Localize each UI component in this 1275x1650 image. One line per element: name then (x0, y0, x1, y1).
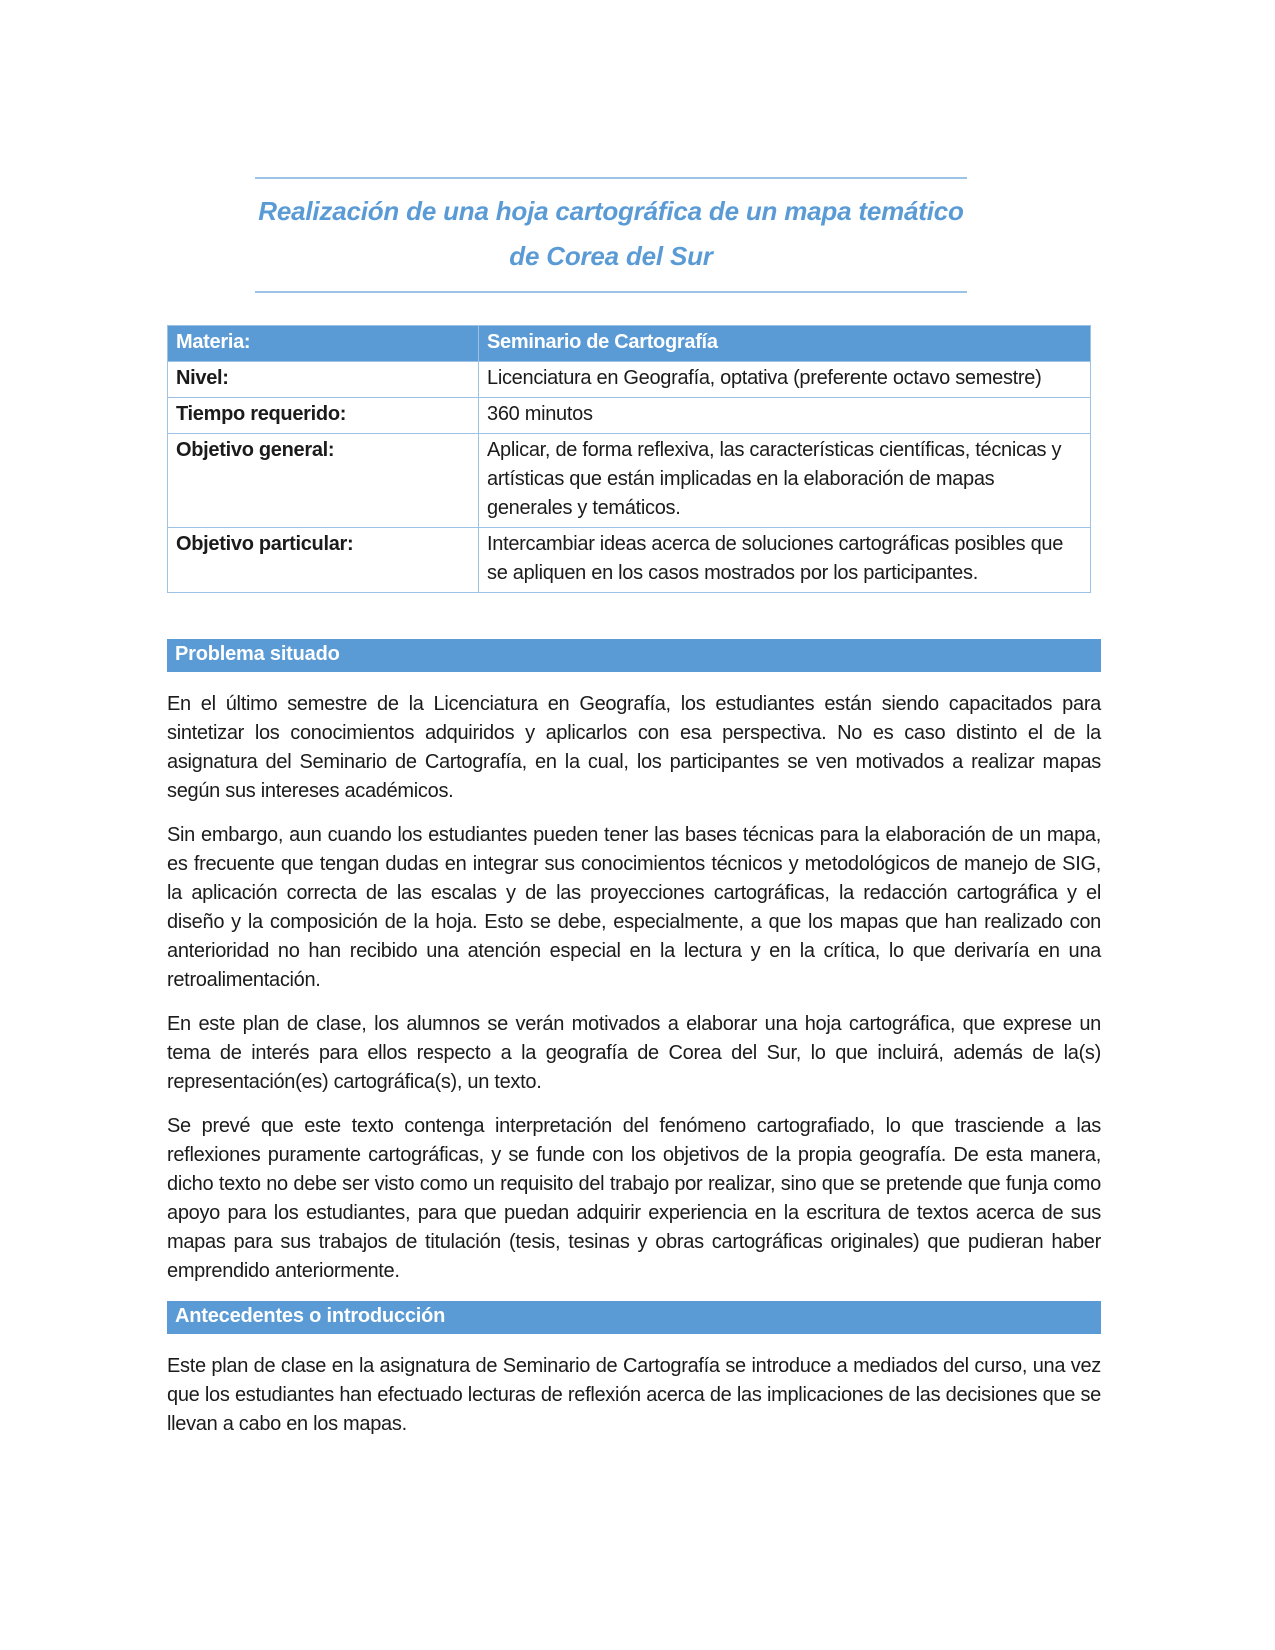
section-heading-problema-situado: Problema situado (167, 639, 1101, 672)
materia-value: Seminario de Cartografía (479, 326, 1091, 362)
course-info-table (167, 325, 1091, 593)
table-row-objetivo-general (168, 434, 1091, 528)
paragraph-antecedentes-1: Este plan de clase en la asignatura de Seminario de Cartografía se introduce a mediados del curso, una vez que los estudiantes han efectuado lecturas de reflexión acerca de las implicaciones de las decisiones que se llevan a cabo en los mapas. (167, 1355, 1101, 1435)
tiempo-requerido-label: Tiempo requerido: (168, 398, 479, 434)
table-row-tiempo-requerido (168, 398, 1091, 434)
objetivo-general-value: Aplicar, de forma reflexiva, las características científicas, técnicas y artísticas que están implicadas en la elaboración de mapas generales y temáticos. (479, 434, 1091, 528)
table-row-materia (168, 326, 1091, 362)
materia-label: Materia: (168, 326, 479, 362)
title-block (255, 177, 967, 293)
paragraph-problema-1: En el último semestre de la Licenciatura en Geografía, los estudiantes están siendo capacitados para sintetizar los conocimientos adquiridos y aplicarlos con esa perspectiva. No es caso distinto el de la asignatura del Seminario de Cartografía, en la cual, los participantes se ven motivados a realizar mapas según sus intereses académicos. (167, 693, 1101, 802)
objetivo-general-label: Objetivo general: (168, 434, 479, 528)
nivel-label: Nivel: (168, 362, 479, 398)
nivel-value: Licenciatura en Geografía, optativa (preferente octavo semestre) (479, 362, 1091, 398)
objetivo-particular-value: Intercambiar ideas acerca de soluciones cartográficas posibles que se apliquen en los casos mostrados por los participantes. (479, 528, 1091, 593)
title-line-1: Realización de una hoja cartográfica de un mapa temático (258, 196, 964, 226)
paragraph-problema-2: Sin embargo, aun cuando los estudiantes pueden tener las bases técnicas para la elaboración de un mapa, es frecuente que tengan dudas en integrar sus conocimientos técnicos y metodológicos de manejo de SIG, la aplicación correcta de las escalas y de las proyecciones cartográficas, la redacción cartográfica y el diseño y la composición de la hoja. Esto se debe, especialmente, a que los mapas que han realizado con anterioridad no han recibido una atención especial en la lectura y en la crítica, lo que derivaría en una retroalimentación. (167, 824, 1101, 991)
title-line-2: de Corea del Sur (509, 241, 713, 271)
paragraph-problema-4: Se prevé que este texto contenga interpretación del fenómeno cartografiado, lo que trasciende a las reflexiones puramente cartográficas, y se funde con los objetivos de la propia geografía. De esta manera, dicho texto no debe ser visto como un requisito del trabajo por realizar, sino que se pretende que funja como apoyo para los estudiantes, para que puedan adquirir experiencia en la escritura de textos acerca de sus mapas para sus trabajos de titulación (tesis, tesinas y obras cartográficas originales) que pudieran haber emprendido anteriormente. (167, 1115, 1101, 1282)
table-row-objetivo-particular (168, 528, 1091, 593)
tiempo-requerido-value: 360 minutos (479, 398, 1091, 434)
section-heading-antecedentes: Antecedentes o introducción (167, 1301, 1101, 1334)
document-title (255, 189, 967, 279)
page-content (167, 0, 1101, 1454)
paragraph-problema-3: En este plan de clase, los alumnos se verán motivados a elaborar una hoja cartográfica, que exprese un tema de interés para ellos respecto a la geografía de Corea del Sur, lo que incluirá, además de la(s) representación(es) cartográfica(s), un texto. (167, 1013, 1101, 1093)
objetivo-particular-label: Objetivo particular: (168, 528, 479, 593)
table-row-nivel (168, 362, 1091, 398)
